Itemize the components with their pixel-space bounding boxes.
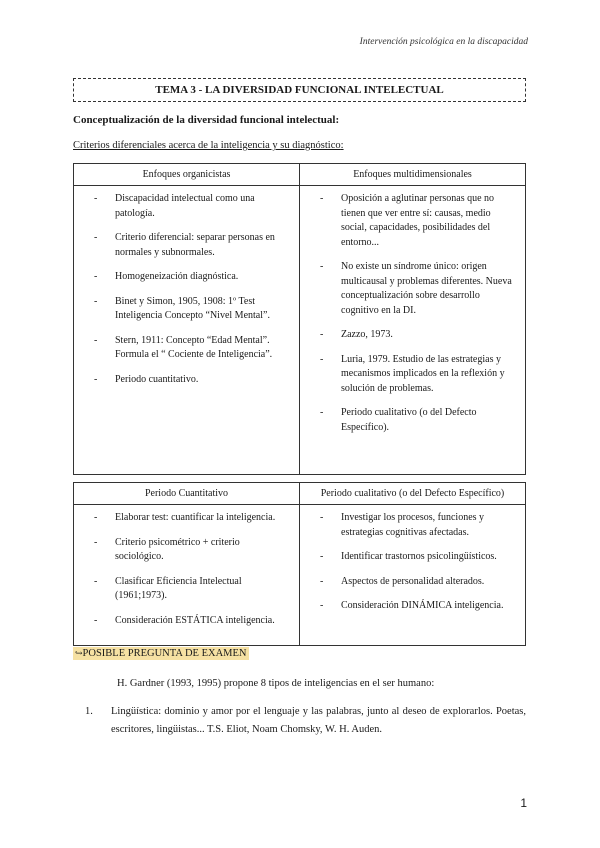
table-header-organicistas: Enfoques organicistas	[74, 164, 300, 186]
table-row	[74, 186, 526, 475]
bullet-list	[88, 511, 289, 628]
list-item: - Periodo cuantitativo.	[88, 373, 289, 388]
page-title-text: TEMA 3 - LA DIVERSIDAD FUNCIONAL INTELECTUAL	[155, 84, 444, 96]
list-item: - Clasificar Eficiencia Intelectual (1961;1973).	[88, 575, 289, 604]
list-item: - No existe un síndrome único: origen multicausal y problemas diferentes. Nueva conceptualización sobre desarrollo cognitivo en la DI.	[314, 260, 515, 318]
list-item: - Criterio diferencial: separar personas en normales y subnormales.	[88, 231, 289, 260]
approaches-table	[73, 163, 526, 475]
list-item: - Discapacidad intelectual como una patología.	[88, 192, 289, 221]
list-item: - Consideración DINÁMICA inteligencia.	[314, 599, 515, 614]
bullet-list	[314, 511, 515, 614]
list-item: - Homogeneización diagnóstica.	[88, 270, 289, 285]
table-cell-multidimensionales	[300, 186, 526, 475]
subheading	[73, 140, 344, 151]
list-item: - Oposición a aglutinar personas que no tienen que ver entre sí: causas, medio social, capacidades, posibilidades del entorno...	[314, 192, 515, 250]
table-header-cualitativo: Periodo cualitativo (o del Defecto Específico)	[300, 483, 526, 505]
bullet-list	[314, 192, 515, 435]
subheading-colon: :	[340, 140, 344, 151]
list-item: - Investigar los procesos, funciones y estrategias cognitivas afectadas.	[314, 511, 515, 540]
list-item: - Criterio psicométrico + criterio sociológico.	[88, 536, 289, 565]
section-heading: Conceptualización de la diversidad funcional intelectual:	[73, 114, 340, 126]
list-item: - Zazzo, 1973.	[314, 328, 515, 343]
numbered-list-item	[73, 703, 526, 740]
table-header-multidimensionales: Enfoques multidimensionales	[300, 164, 526, 186]
page-number: 1	[520, 796, 527, 810]
subheading-text: Criterios diferenciales acerca de la inteligencia y su diagnóstico	[73, 140, 341, 151]
page-title	[73, 78, 526, 102]
exam-question-text: POSIBLE PREGUNTA DE EXAMEN	[82, 648, 247, 659]
list-text: Lingüística: dominio y amor por el lenguaje y las palabras, junto al deseo de explorarlos. Poetas, escritores, lingüistas... T.S. Eliot, Noam Chomsky, W. H. Auden.	[111, 706, 526, 736]
list-number: 1.	[85, 706, 93, 717]
list-item: - Elaborar test: cuantificar la inteligencia.	[88, 511, 289, 526]
table-header-row	[74, 483, 526, 505]
list-item: - Binet y Simon, 1905, 1908: 1º Test Inteligencia Concepto “Nivel Mental”.	[88, 295, 289, 324]
list-item: - Periodo cualitativo (o del Defecto Específico).	[314, 406, 515, 435]
list-item: - Consideración ESTÁTICA inteligencia.	[88, 614, 289, 629]
intro-paragraph: H. Gardner (1993, 1995) propone 8 tipos de inteligencias en el ser humano:	[117, 678, 435, 689]
exam-question-highlight	[73, 647, 249, 660]
bullet-list	[88, 192, 289, 387]
table-row	[74, 505, 526, 646]
table-header-row	[74, 164, 526, 186]
running-header: Intervención psicológica en la discapacidad	[359, 37, 528, 47]
table-cell-organicistas	[74, 186, 300, 475]
list-item: - Luria, 1979. Estudio de las estrategias y mecanismos implicados en la reflexión y solución de problemas.	[314, 353, 515, 397]
table-cell-cualitativo	[300, 505, 526, 646]
table-header-cuantitativo: Periodo Cuantitativo	[74, 483, 300, 505]
return-arrow-icon: ↪	[75, 648, 83, 658]
list-item: - Identificar trastornos psicolingüísticos.	[314, 550, 515, 565]
table-cell-cuantitativo	[74, 505, 300, 646]
list-item: - Aspectos de personalidad alterados.	[314, 575, 515, 590]
periods-table	[73, 482, 526, 646]
list-item: - Stern, 1911: Concepto “Edad Mental”. Formula el “ Cociente de Inteligencia”.	[88, 334, 289, 363]
